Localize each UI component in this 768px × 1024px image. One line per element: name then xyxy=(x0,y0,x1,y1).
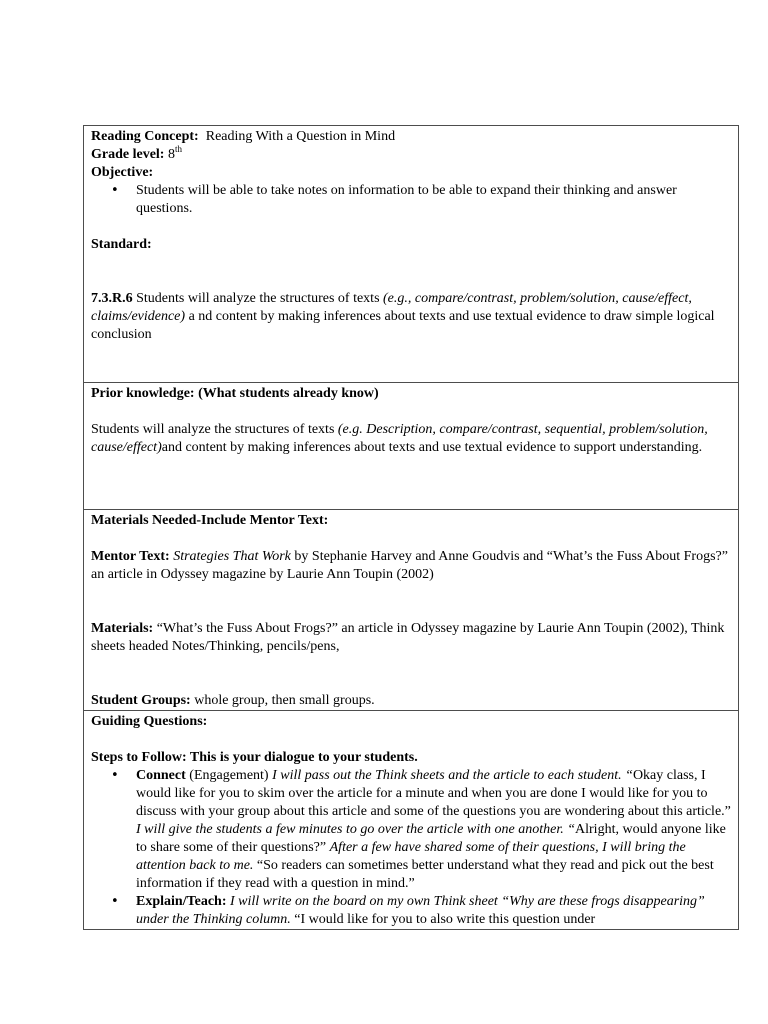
grade-level-value: 8 xyxy=(167,147,175,162)
reading-concept-label: Reading Concept: xyxy=(91,129,199,144)
materials-heading: Materials Needed-Include Mentor Text: xyxy=(91,513,329,528)
prior-knowledge-cell xyxy=(84,383,739,510)
guiding-questions-label: Guiding Questions: xyxy=(91,714,208,729)
lesson-plan-table xyxy=(83,125,739,930)
grade-level-label: Grade level: xyxy=(91,147,165,162)
mentor-title: Strategies That Work xyxy=(169,549,291,564)
connect-step: • Connect (Engagement) I will pass out the Think sheets and the article to each student. “Okay class, I would like for you to skim over the article for a minute and when you are done I would like for you to discuss with your group about this article and some of the questions you are wondering about this article.” I will give the students a few minutes to go over the article with one another. “Alright, would anyone like to share some of their questions?” After a few have shared some of their questions, I will bring the attention back to me. “So readers can sometimes better understand what they read and pick out the best information if they read with a question in mind.” xyxy=(136,767,731,893)
objective-list xyxy=(91,182,731,218)
concept-row xyxy=(84,126,739,383)
materials-text: Materials: “What’s the Fuss About Frogs?” an article in Odyssey magazine by Laurie Ann Toupin (2002), Think sheets headed Notes/Thinking, pencils/pens, xyxy=(91,621,725,654)
materials-row xyxy=(84,510,739,711)
materials-cell xyxy=(84,510,739,711)
prior-knowledge-heading: Prior knowledge: (What students already know) xyxy=(91,386,379,401)
steps-label: Steps to Follow: This is your dialogue to your students. xyxy=(91,750,418,765)
steps-row xyxy=(84,711,739,930)
standard-text: 7.3.R.6 Students will analyze the structures of texts (e.g., compare/contrast, problem/solution, cause/effect, claims/evidence) a nd content by making inferences about texts and use textual evidence to draw simple logical conclusion xyxy=(91,291,715,342)
student-groups-label: Student Groups: xyxy=(91,693,191,708)
steps-list xyxy=(91,767,731,929)
reading-concept-line xyxy=(91,128,731,146)
materials-label: Materials: xyxy=(91,621,154,636)
prior-knowledge-row xyxy=(84,383,739,510)
standard-code: 7.3.R.6 xyxy=(91,291,133,306)
reading-concept-value: Reading With a Question in Mind xyxy=(205,129,396,144)
student-groups: Student Groups: whole group, then small groups. xyxy=(91,693,375,708)
prior-knowledge-text: Students will analyze the structures of texts (e.g. Description, compare/contrast, sequential, problem/solution, cause/effect)and content by making inferences about texts and use textual evidence to support understanding. xyxy=(91,422,708,455)
grade-level-suffix: th xyxy=(174,144,182,154)
explain-step: • Explain/Teach: I will write on the board on my own Think sheet “Why are these frogs disappearing” under the Thinking column. “I would like for you to also write this question under xyxy=(136,893,731,929)
mentor-text: Mentor Text: Strategies That Work by Stephanie Harvey and Anne Goudvis and “What’s the Fuss About Frogs?” an article in Odyssey magazine by Laurie Ann Toupin (2002) xyxy=(91,549,728,582)
objective-bullet: • Students will be able to take notes on information to be able to expand their thinking and answer questions. xyxy=(136,182,731,218)
standard-label: Standard: xyxy=(91,237,152,252)
concept-cell xyxy=(84,126,739,383)
objective-label: Objective: xyxy=(91,165,154,180)
mentor-label: Mentor Text: xyxy=(91,549,170,564)
steps-cell xyxy=(84,711,739,930)
grade-level-line xyxy=(91,146,731,164)
